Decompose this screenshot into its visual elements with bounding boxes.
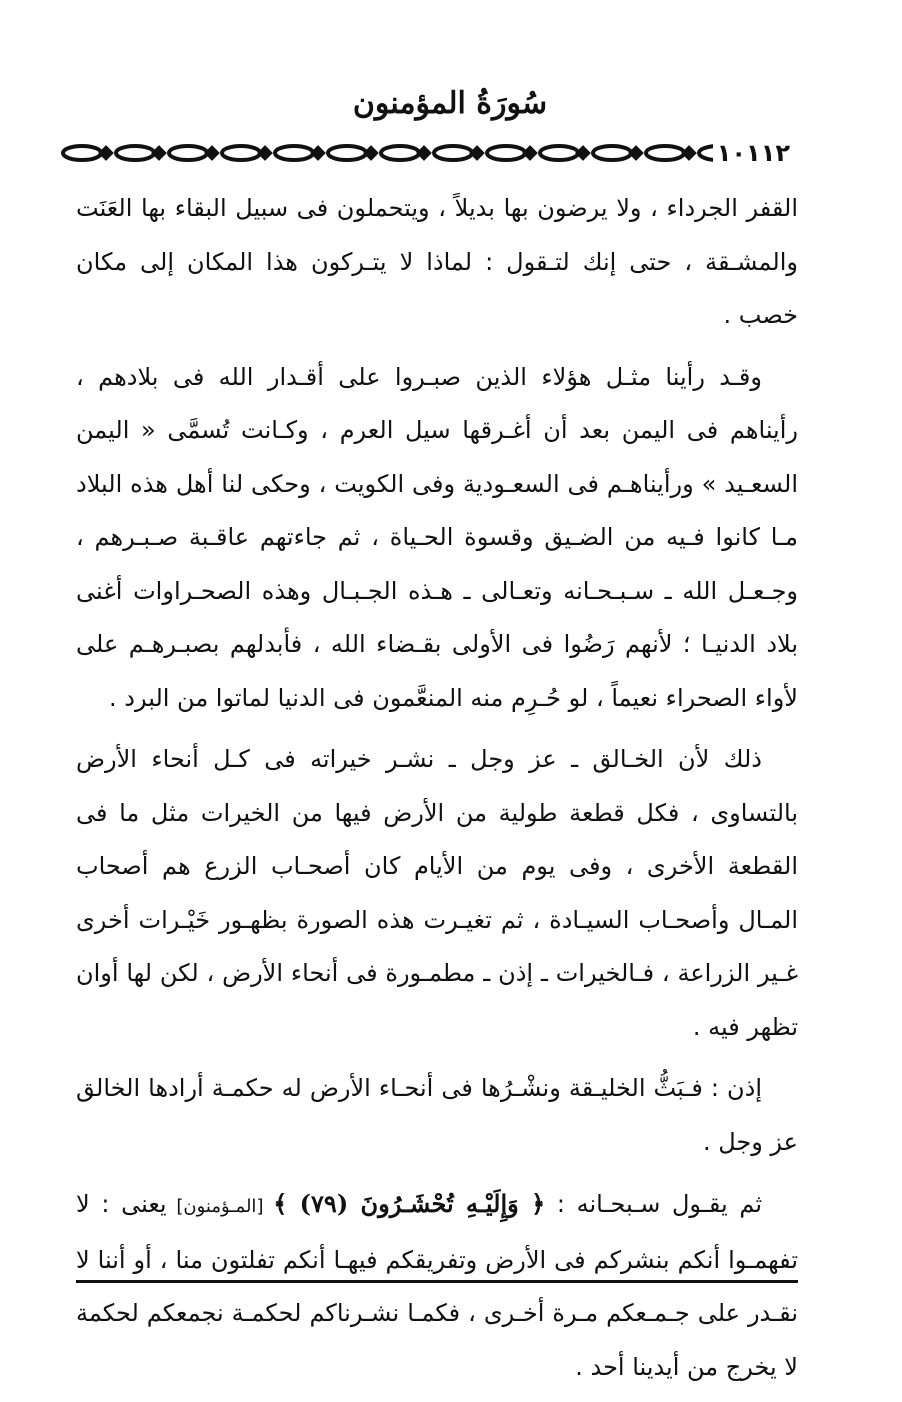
page-number: ١٠١١٢ — [713, 136, 794, 170]
surah-title: سُورَةُ المؤمنون — [352, 86, 548, 121]
paragraph-5-intro: ثم يقـول سـبحـانه : — [545, 1190, 762, 1218]
quran-verse: ﴿ وَإِلَيْـهِ تُحْشَـرُونَ (٧٩) ﴾ — [273, 1189, 546, 1218]
surah-reference: [المـؤمنون] — [166, 1196, 274, 1217]
footer-rule — [76, 1280, 798, 1283]
paragraph-5-body: يعنى : لا تفهمـوا أنكم بنشركم فى الأرض وتفريقكم فيهـا أنكم تفلتون منا ، أو أننا لا نقـدر على جـمـعكم مـرة أخـرى ، فكمـا نشـرناكم لحكمـة نجمعكم لحكمة لا يخرج من أيدينا أحد . — [76, 1190, 798, 1381]
header-bar — [60, 136, 830, 170]
paragraph-2: وقـد رأينا مثـل هؤلاء الذين صبـروا على أقـدار الله فى بلادهم ، رأيناهم فى اليمن بعد أن أغـرقها سيل العرم ، وكـانت تُسمَّى « اليمن السعـيد » ورأيناهـم فى السعـودية وفى الكويت ، وحكى لنا أهل هذه البلاد مـا كانوا فـيه من الضـيق وقسوة الحـياة ، ثم جاءتهم عاقـبة صـبـرهم ، وجـعـل الله ـ سـبـحـانه وتعـالى ـ هـذه الجـبـال وهذه الصحـراوات أغنى بلاد الدنيـا ؛ لأنهم رَضُوا فى الأولى بقـضاء الله ، فأبدلهم بصبـرهـم على لأواء الصحراء نعيماً ، لو حُـرِم منه المنعَّمون فى الدنيا لماتوا من البرد . — [76, 362, 798, 712]
paragraph-4: إذن : فـبَثُّ الخليـقة ونشْـرُها فى أنحـاء الأرض له حكمـة أرادها الخالق عز وجل . — [76, 1074, 798, 1156]
decorative-border-ornament — [60, 138, 750, 168]
paragraph-5 — [76, 1177, 798, 1394]
paragraph-1: القفر الجرداء ، ولا يرضون بها بديلاً ، ويتحملون فى سبيل البقاء بها العَنَت والمشـقة ، حتى إنك لتـقول : لماذا لا يتـركون هذا المكان إلى مكان خصب . — [76, 194, 798, 329]
paragraph-3: ذلك لأن الخـالق ـ عز وجل ـ نشـر خيراته فى كـل أنحاء الأرض بالتساوى ، فكل قطعة طولية من الأرض فيها من الخيرات مثل ما فى القطعة الأخرى ، وفى يوم من الأيام كان أصحـاب الزرع هم أصحاب المـال وأصحـاب السيـادة ، ثم تغيـرت هذه الصورة بظهـور خَيْـرات أخرى غـير الزراعة ، فـالخيرات ـ إذن ـ مطمـورة فى أنحاء الأرض ، لكن لها أوان تظهر فيه . — [76, 745, 798, 1041]
body-text — [76, 182, 798, 1402]
